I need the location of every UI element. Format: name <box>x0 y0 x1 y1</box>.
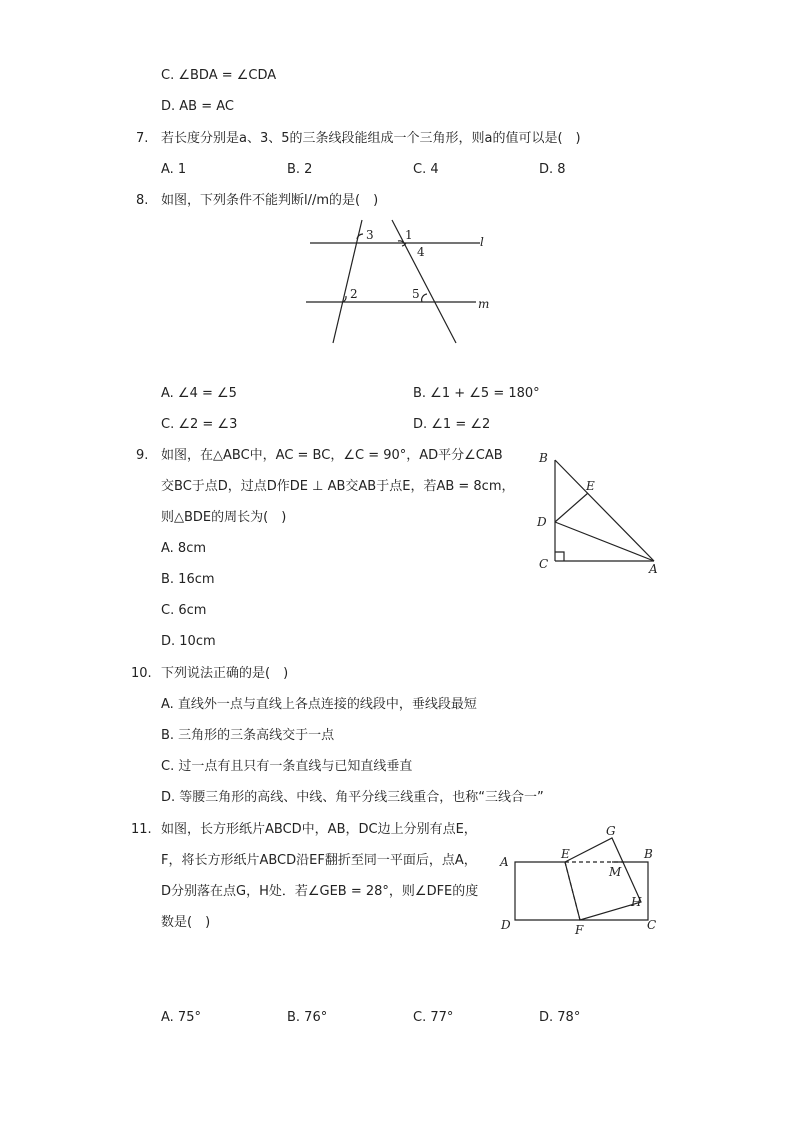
label-e: E <box>586 479 595 493</box>
label-2: 2 <box>350 287 358 301</box>
q11-stem-line2: F，将长方形纸片ABCD沿EF翻折至同一平面后，点A， <box>161 853 477 868</box>
label-d: D <box>501 918 511 932</box>
q11-option-c: C. 77° <box>413 1010 454 1025</box>
label-b: B <box>539 451 548 465</box>
q11-number: 11. <box>131 822 152 837</box>
q7-stem: 若长度分别是a、3、5的三条线段能组成一个三角形，则a的值可以是( ) <box>161 131 581 146</box>
label-g: G <box>606 824 616 838</box>
q11-option-b: B. 76° <box>287 1010 328 1025</box>
q9-triangle-figure <box>535 448 665 578</box>
label-3: 3 <box>366 228 374 242</box>
q9-stem-line3: 则△BDE的周长为( ) <box>161 510 287 525</box>
q11-folded-rectangle-figure <box>495 820 670 940</box>
q11-stem-line1: 如图，长方形纸片ABCD中，AB，DC边上分别有点E， <box>161 822 477 837</box>
transversal-right <box>392 220 456 343</box>
label-d: D <box>537 515 547 529</box>
segment-de <box>555 493 588 522</box>
rectangle-left-part <box>515 862 580 920</box>
q9-stem-line1: 如图，在△ABC中，AC = BC，∠C = 90°，AD平分∠CAB <box>161 448 503 463</box>
label-f: F <box>575 923 584 937</box>
label-5: 5 <box>412 287 420 301</box>
q11-option-d: D. 78° <box>539 1010 581 1025</box>
q8-parallel-lines-figure <box>300 218 500 348</box>
side-ab <box>555 460 654 561</box>
q6-option-c: C. ∠BDA = ∠CDA <box>161 68 277 83</box>
folded-flap-eghf <box>565 838 641 920</box>
label-h: H <box>631 895 642 909</box>
q10-option-d: D. 等腰三角形的高线、中线、角平分线三线重合，也称“三线合一” <box>161 790 544 805</box>
label-e: E <box>561 847 570 861</box>
q10-option-b: B. 三角形的三条高线交于一点 <box>161 728 335 743</box>
q9-number: 9. <box>136 448 149 463</box>
q8-option-b: B. ∠1 + ∠5 = 180° <box>413 386 540 401</box>
q7-number: 7. <box>136 131 149 146</box>
label-a: A <box>649 562 658 576</box>
label-a: A <box>500 855 509 869</box>
q7-option-c: C. 4 <box>413 162 439 177</box>
q8-option-d: D. ∠1 = ∠2 <box>413 417 491 432</box>
fold-line-ef <box>565 862 580 920</box>
q10-option-c: C. 过一点有且只有一条直线与已知直线垂直 <box>161 759 413 774</box>
angle-arc-5 <box>422 294 427 302</box>
q8-option-c: C. ∠2 = ∠3 <box>161 417 238 432</box>
label-c: C <box>647 918 657 932</box>
segment-ad <box>555 522 654 561</box>
q10-number: 10. <box>131 666 152 681</box>
q9-stem-line2: 交BC于点D，过点D作DE ⊥ AB交AB于点E，若AB = 8cm， <box>161 479 515 494</box>
q9-option-d: D. 10cm <box>161 634 216 649</box>
label-l: l <box>480 235 484 249</box>
right-angle-mark <box>555 552 564 561</box>
q11-stem-line4: 数是( ) <box>161 915 211 930</box>
label-b: B <box>644 847 653 861</box>
label-1: 1 <box>405 228 413 242</box>
q7-option-b: B. 2 <box>287 162 313 177</box>
q9-option-c: C. 6cm <box>161 603 207 618</box>
q9-option-b: B. 16cm <box>161 572 215 587</box>
q11-stem-line3: D分别落在点G，H处．若∠GEB = 28°，则∠DFE的度 <box>161 884 479 899</box>
q7-option-a: A. 1 <box>161 162 187 177</box>
q10-option-a: A. 直线外一点与直线上各点连接的线段中，垂线段最短 <box>161 697 477 712</box>
q8-option-a: A. ∠4 = ∠5 <box>161 386 237 401</box>
q8-number: 8. <box>136 193 149 208</box>
q6-option-d: D. AB = AC <box>161 99 234 114</box>
q7-option-d: D. 8 <box>539 162 566 177</box>
q9-option-a: A. 8cm <box>161 541 207 556</box>
label-m: m <box>478 297 490 311</box>
label-4: 4 <box>417 245 425 259</box>
q11-option-a: A. 75° <box>161 1010 201 1025</box>
q8-stem: 如图，下列条件不能判断l//m的是( ) <box>161 193 379 208</box>
label-m: M <box>609 865 622 879</box>
label-c: C <box>539 557 549 571</box>
q10-stem: 下列说法正确的是( ) <box>161 666 289 681</box>
